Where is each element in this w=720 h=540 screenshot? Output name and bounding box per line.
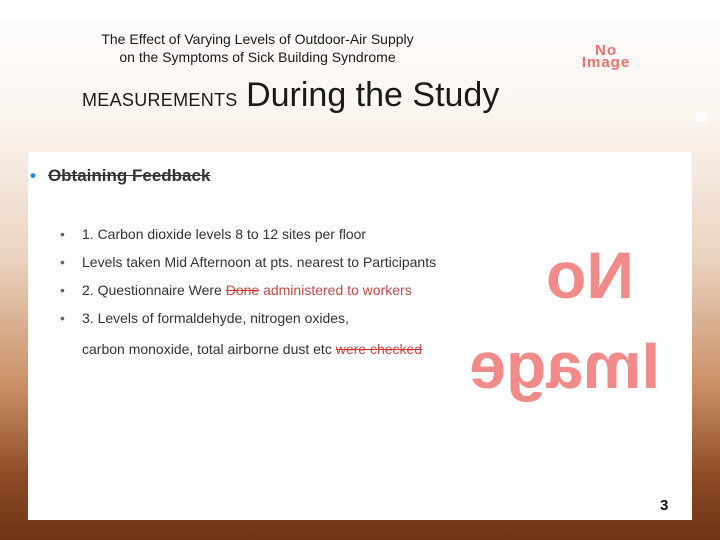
bullet-text: Levels taken Mid Afternoon at pts. nearest to Participants	[82, 254, 437, 270]
heading-bullet-icon: •	[30, 166, 36, 185]
bullet-icon: •	[60, 282, 65, 298]
struck-word: Done	[225, 282, 260, 298]
slide-title	[82, 76, 499, 115]
mirrored-word-2: Image	[469, 328, 660, 402]
subtitle-line-1: The Effect of Varying Levels of Outdoor-Air Supply	[101, 31, 414, 47]
bullet-text: 3. Levels of formaldehyde, nitrogen oxides,	[82, 310, 349, 326]
page-number: 3	[660, 497, 669, 514]
mirrored-word-1: No	[546, 238, 634, 312]
bullet-icon: •	[60, 310, 65, 326]
bullet-icon: •	[60, 226, 65, 242]
bullet-text: 1. Carbon dioxide levels 8 to 12 sites per floor	[82, 226, 367, 242]
mirrored-no-image-icon	[469, 230, 660, 410]
subtitle-line-2: on the Symptoms of Sick Building Syndrome	[119, 49, 396, 65]
struck-phrase: were checked	[335, 341, 423, 357]
bullet-text-edited	[82, 282, 412, 298]
heading-text: Obtaining Feedback	[47, 166, 211, 185]
section-heading	[30, 166, 210, 186]
inserted-text: administered to workers	[259, 282, 412, 298]
decorative-square	[696, 112, 706, 122]
bullet-text-pre: 2. Questionnaire Were	[82, 282, 226, 298]
placeholder-word-1: No	[595, 42, 617, 59]
title-large-part: During the Study	[246, 76, 500, 114]
continuation-text: carbon monoxide, total airborne dust etc	[82, 341, 336, 357]
title-small-part: MEASUREMENTS	[82, 90, 238, 110]
placeholder-word-2: Image	[581, 54, 631, 71]
bullet-continuation	[82, 341, 422, 357]
slide-subtitle	[40, 30, 475, 66]
no-image-placeholder-icon	[568, 42, 644, 71]
bullet-icon: •	[60, 254, 65, 270]
